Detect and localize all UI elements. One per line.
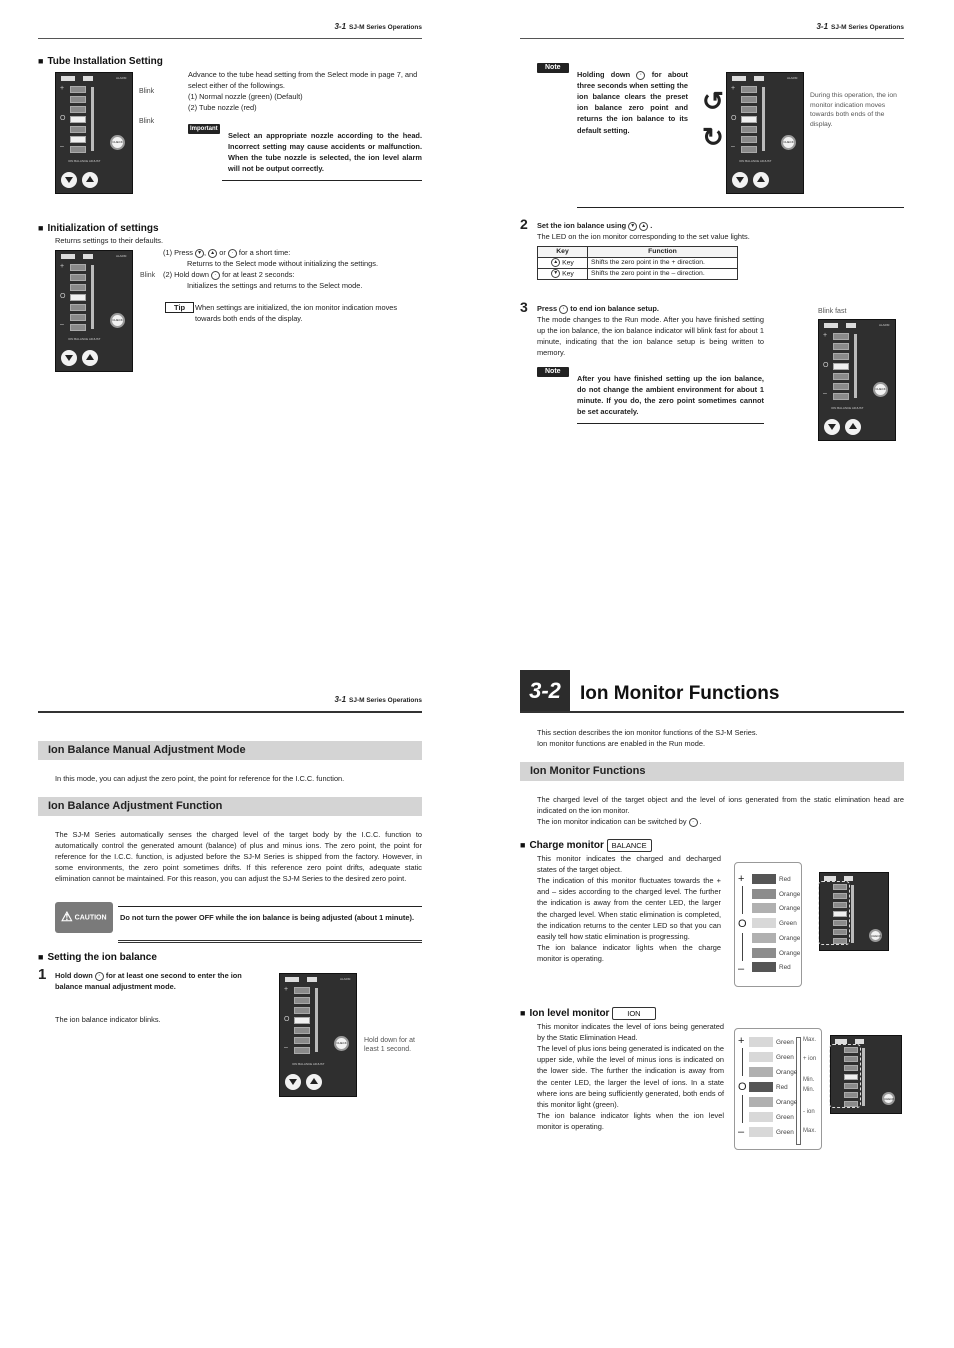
- device-panel: ALARM + O – CHECK ION BALANCE ADJUST: [55, 250, 133, 372]
- legend-label: Green: [776, 1054, 794, 1061]
- divider: [577, 207, 904, 208]
- note-label: Note: [537, 366, 569, 377]
- blink-fast-label: Blink fast: [818, 308, 847, 315]
- charge-legend: + O –: [734, 862, 802, 987]
- page-header: 3-1 SJ-M Series Operations: [334, 695, 422, 704]
- key-function-table: Key Function ▲ Key Shifts the zero point in the + direction. ▼ Key Shifts the zero point in the – direction.: [537, 246, 738, 280]
- blink-label: Blink: [139, 88, 155, 95]
- ion-scale-label: Min.: [803, 1077, 815, 1083]
- chapter-intro: This section describes the ion monitor functions of the SJ-M Series. Ion monitor functions are enabled in the Run mode.: [537, 728, 758, 749]
- legend-swatch: [749, 1127, 773, 1137]
- blink-label: Blink: [140, 272, 156, 279]
- check-key-icon: ·: [95, 972, 104, 981]
- device-panel: ALARM + O – CHECK ION BALANCE ADJUST: [726, 72, 804, 194]
- device-panel: ALARM + O – CHECK ION BALANCE ADJUST: [818, 319, 896, 441]
- down-key-icon: ▼: [551, 269, 560, 278]
- legend-swatch: [752, 918, 776, 928]
- ion-scale-label: Max.: [803, 1037, 817, 1043]
- device-panel: ALARM + O – CHECK ION BALANCE ADJUST: [55, 72, 133, 194]
- device-panel: CHECK: [819, 872, 889, 951]
- section-bar: Ion Balance Adjustment Function: [38, 797, 422, 816]
- device-panel: ALARM + O – CHECK ION BALANCE ADJUST: [279, 973, 357, 1097]
- check-key-icon: ·: [636, 71, 645, 80]
- up-key-icon: ▲: [551, 258, 560, 267]
- charge-body: This monitor indicates the charged and decharged states of the target object. The indication of this monitor fluctuates towards the + and – sides according to the charged level. The further the indication is away from the center LED, the larger the charged level. When static elimination is completed, the indication returns to the center LED so that you can easily tell how static elimination is progressing. The ion balance indicator lights when the charge monitor is operating.: [537, 854, 721, 963]
- legend-swatch: [749, 1112, 773, 1122]
- note1-text: Holding down · for about three seconds when setting the ion balance clears the preset ion balance zero point and returns the ion balance to its default setting.: [577, 70, 688, 135]
- legend-label: Orange: [779, 905, 801, 913]
- tube-heading: ■ Tube Installation Setting: [38, 55, 163, 70]
- check-key-icon: ·: [211, 271, 220, 280]
- balance-tag: BALANCE: [607, 839, 652, 852]
- legend-label: Green: [776, 1039, 794, 1046]
- down-key-icon: ▼: [628, 222, 637, 231]
- setting-heading: ■ Setting the ion balance: [38, 951, 157, 966]
- legend-swatch: [749, 1052, 773, 1062]
- ion-tag: ION: [612, 1007, 655, 1020]
- init-steps: (1) Press ▼ , ▲ or · for a short time: Returns to the Select mode without initializing the settings. (2) Hold down · for at least 2 seconds: Initializes the settings and returns to the Select mode.: [163, 248, 379, 291]
- step-number: 2: [520, 216, 528, 232]
- caution-badge: ⚠ CAUTION: [55, 902, 113, 933]
- note2-text: After you have finished setting up the ion balance, do not change the ambient environment for about 1 minute. If you do, the zero point sometimes cannot be set accurately.: [577, 374, 764, 417]
- divider: [222, 180, 422, 181]
- legend-label: Green: [779, 920, 797, 928]
- down-key-icon: ▼: [195, 249, 204, 258]
- tip-text: When settings are initialized, the ion monitor indication moves towards both ends of the display.: [195, 303, 398, 324]
- legend-label: Orange: [779, 949, 801, 957]
- check-key-icon: ·: [228, 249, 237, 258]
- legend-label: Orange: [779, 890, 801, 898]
- chapter-title: Ion Monitor Functions: [580, 683, 780, 704]
- step2-title: Set the ion balance using ▼ ▲ .: [537, 221, 653, 230]
- step1-sub: The ion balance indicator blinks.: [55, 1015, 161, 1024]
- divider: [118, 940, 422, 943]
- legend-label: Red: [779, 876, 791, 883]
- header-rule: [520, 38, 904, 39]
- divider: [118, 906, 422, 907]
- init-heading: ■ Initialization of settings: [38, 222, 159, 237]
- table-row: ▲ Key Shifts the zero point in the + direction.: [538, 258, 738, 269]
- section-bar: Ion Balance Manual Adjustment Mode: [38, 741, 422, 760]
- legend-swatch: [752, 962, 776, 972]
- device-panel: CHECK: [830, 1035, 902, 1114]
- divider: [577, 423, 764, 424]
- chapter-rule: [520, 711, 904, 713]
- up-key-icon: ▲: [639, 222, 648, 231]
- header-rule: [38, 38, 422, 39]
- legend-label: Orange: [776, 1069, 798, 1076]
- important-text: Select an appropriate nozzle according to the head. Incorrect setting may cause accidents or malfunction. When the tube nozzle is selected, the ion level alarm will not be output correctly.: [228, 131, 422, 174]
- legend-label: Orange: [776, 1099, 798, 1106]
- legend-label: Green: [776, 1129, 794, 1136]
- step-number: 3: [520, 299, 528, 315]
- step-number: 1: [38, 966, 47, 983]
- table-row: ▼ Key Shifts the zero point in the – direction.: [538, 269, 738, 280]
- blink-label: Blink: [139, 118, 155, 125]
- ion-scale-label: - ion: [803, 1109, 815, 1115]
- legend-swatch: [749, 1097, 773, 1107]
- legend-swatch: [749, 1037, 773, 1047]
- section-bar: Ion Monitor Functions: [520, 762, 904, 781]
- bar1-text: In this mode, you can adjust the zero point, the point for reference for the I.C.C. function.: [55, 774, 345, 783]
- during-text: During this operation, the ion monitor indication moves towards both ends of the display.: [810, 92, 897, 128]
- legend-swatch: [752, 933, 776, 943]
- hold-down-label: Hold down for at least 1 second.: [364, 1037, 415, 1054]
- ion-legend: + O –: [734, 1028, 822, 1150]
- ion-scale-label: Max.: [803, 1128, 817, 1134]
- ion-heading: ■ Ion level monitor ION: [520, 1007, 656, 1022]
- page-header: 3-1 SJ-M Series Operations: [334, 22, 422, 31]
- ion-scale-label: + ion: [803, 1056, 817, 1062]
- step2-sub: The LED on the ion monitor corresponding to the set value lights.: [537, 232, 750, 241]
- legend-swatch: [752, 903, 776, 913]
- init-sub: Returns settings to their defaults.: [55, 236, 164, 245]
- legend-swatch: [752, 948, 776, 958]
- step1-text: Hold down · for at least one second to enter the ion balance manual adjustment mode.: [55, 971, 242, 992]
- rotate-arrow-icon: ↺: [702, 86, 724, 116]
- tube-intro: Advance to the tube head setting from the Select mode in page 7, and select either of the followings. (1) Normal nozzle (green) (Default) (2) Tube nozzle (red): [188, 70, 418, 113]
- up-key-icon: ▲: [208, 249, 217, 258]
- step3-title: Press · to end ion balance setup.: [537, 304, 659, 313]
- page-header: 3-1 SJ-M Series Operations: [816, 22, 904, 31]
- legend-label: Green: [776, 1114, 794, 1121]
- legend-swatch: [749, 1067, 773, 1077]
- legend-label: Orange: [779, 934, 801, 942]
- bar-text: The charged level of the target object and the level of ions generated from the static elimination head are indicated on the ion monitor. The ion monitor indication can be switched by · .: [537, 795, 904, 827]
- rotate-arrow-icon: ↻: [702, 122, 724, 152]
- check-key-icon: ·: [559, 305, 568, 314]
- legend-swatch: [752, 889, 776, 899]
- legend-swatch: [749, 1082, 773, 1092]
- caution-text: Do not turn the power OFF while the ion balance is being adjusted (about 1 minute).: [120, 913, 414, 922]
- ion-body: This monitor indicates the level of ions being generated by the Static Elimination Head. The level of plus ions being generated is indicated on the upper side, while the level of minus ions is indicated on the lower side. The further the indication is away from the center LED, the larger the level of ions. In a state where ions are being sufficiently generated, both ends of this monitor light (green). The ion balance indicator lights when the ion level monitor is operating.: [537, 1022, 724, 1131]
- chapter-number: 3-2: [520, 670, 570, 712]
- tip-label: Tip: [165, 302, 194, 314]
- ion-scale-label: Min.: [803, 1087, 815, 1093]
- legend-label: Red: [779, 964, 791, 972]
- important-label: Important: [190, 126, 218, 132]
- legend-swatch: [752, 874, 776, 884]
- charge-heading: ■ Charge monitor BALANCE: [520, 839, 652, 854]
- legend-label: Red: [776, 1084, 788, 1091]
- header-rule: [38, 711, 422, 713]
- bar2-text: The SJ-M Series automatically senses the charged level of the target body by the I.C.C. function to automatically control the generated amount (balance) of plus and minus ions. The zero point, the point for reference for the I.C.C. function, is adjusted before the SJ-M Series is shipped from the factory. However, in some environments, the zero point sometimes drifts. If this reference zero point drifts, adequate static elimination cannot be maintained. For this reason, you can adjust the SJ-M Series to the desired zero point.: [55, 830, 422, 884]
- note-label: Note: [537, 62, 569, 73]
- step3-body: The mode changes to the Run mode. After you have finished setting up the ion balance, the ion balance indicator will blink fast for about 1 minute, indicating that the ion balance setup is being written to memory.: [537, 315, 764, 358]
- check-key-icon: ·: [689, 818, 698, 827]
